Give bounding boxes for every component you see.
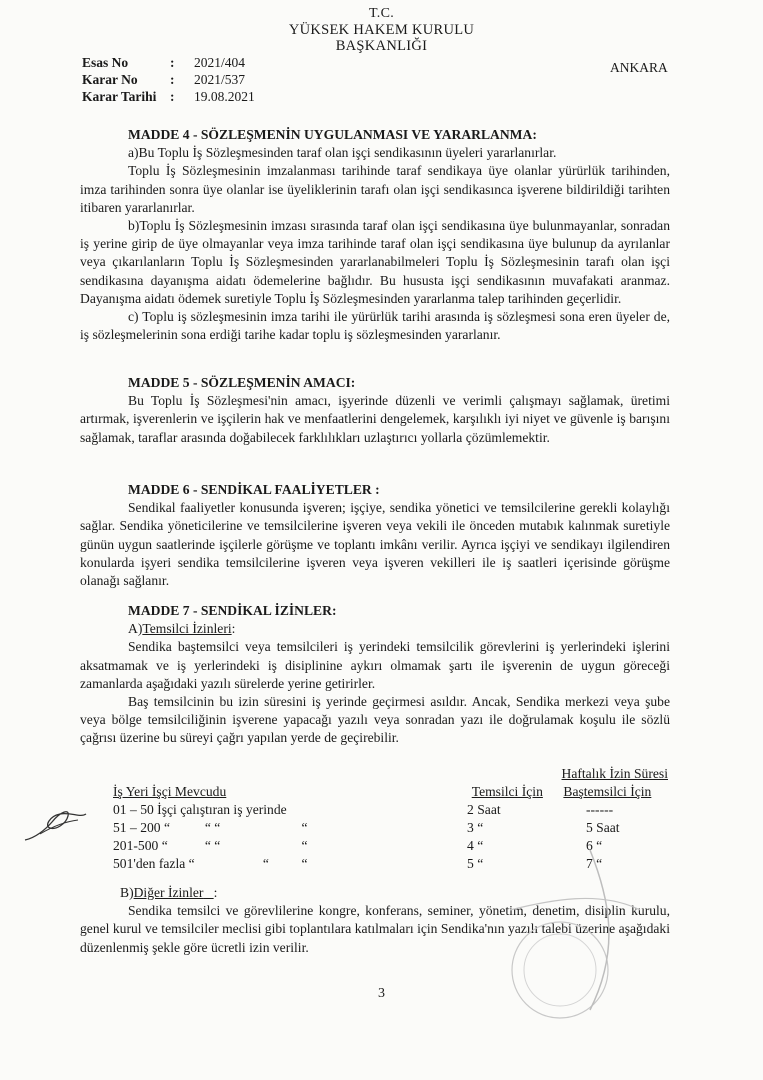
handwritten-initial-icon	[20, 800, 90, 850]
case-metadata	[82, 54, 255, 105]
karar-value: 2021/537	[194, 72, 246, 87]
faint-stamp-icon	[470, 840, 670, 1040]
article-4-para: a)Bu Toplu İş Sözleşmesinden taraf olan işçi sendikasının üyeleri yararlanırlar.	[128, 145, 557, 161]
article-4-heading: MADDE 4 - SÖZLEŞMENİN UYGULANMASI VE YARARLANMA:	[128, 127, 537, 142]
article-5-heading: MADDE 5 - SÖZLEŞMENİN AMACI:	[128, 375, 356, 390]
article-5	[80, 374, 670, 447]
header-institution: YÜKSEK HAKEM KURULU	[288, 22, 475, 38]
article-7-para: Baş temsilcinin bu izin süresini iş yerinde geçirmesi asıldır. Ancak, Sendika merkezi veya şube veya bölge temsilciliğinin işverene yapacağı yazılı veya sonradan yazı ile doğrulamak koşulu ile sözlü çağrısı üzerine bu süreyi çağrı yapılan yerde de geçirebilir.	[80, 694, 670, 746]
colon: :	[170, 55, 175, 70]
article-7-para: Sendika baştemsilci veya temsilcileri iş yerindeki temsilcilik görevlerini iş yerlerindeki işlerini aksatmamak ve iş yerlerindeki iş disiplinine aykırı olmamak şartı ile işverenin de uygun göreceği zamanlarda aşağıdaki yazılı sürelerde yerine getirirler.	[80, 639, 670, 691]
colon: :	[170, 72, 175, 87]
article-6-heading: MADDE 6 - SENDİKAL FAALİYETLER :	[128, 482, 380, 497]
colon: :	[170, 89, 175, 104]
article-7	[80, 602, 670, 748]
header-presidency: BAŞKANLIĞI	[335, 38, 428, 54]
tarih-value: 19.08.2021	[194, 89, 255, 104]
esas-label: Esas No	[82, 55, 129, 70]
article-7-heading: MADDE 7 - SENDİKAL İZİNLER:	[128, 603, 337, 618]
subsection-b-title: B)Diğer İzinler :	[120, 885, 218, 900]
tarih-label: Karar Tarihi	[82, 89, 157, 104]
table-row: 51 – 200 “ “ “ “ 3 “ 5 Saat	[113, 820, 620, 835]
table-row: 201-500 “ “ “ “ 4 “ 6 “	[113, 838, 603, 853]
subsection-b-para: Sendika temsilci ve görevlilerine kongre, konferans, seminer, yönetim, denetim, disiplin kurulu, genel kurul ve temsilciler meclisi gibi toplantılara katılmaları için Sendika'nın yazılı talebi üzerine aşağıdaki düzenlenmiş şekle göre ücretli izin verilir.	[80, 903, 670, 955]
karar-label: Karar No	[82, 72, 138, 87]
header-tc: T.C.	[368, 6, 395, 21]
col-header-workers: İş Yeri İşçi Mevcudu	[113, 784, 227, 799]
table-row: 501'den fazla “ “ “ 5 “ 7 “	[113, 856, 603, 871]
subsection-a-title: A)Temsilci İzinleri:	[128, 621, 236, 637]
article-4-para: b)Toplu İş Sözleşmesinin imzası sırasında taraf olan işçi sendikasına üye bulunmayanlar, sonradan iş yerine girip de üye olmayanlar veya imza tarihinde taraf olan işçi sendikasına üye bulunup da ayrılanlar veya çıkarılanların Toplu İş Sözleşmesinden yararlanabilmeleri Toplu İş Sözleşmesinin tarafı olan işçi sendikasına dayanışma aidatı ödemelerine bağlıdır. Bu hususta işçi sendikasının muvafakati aranmaz. Dayanışma aidatı ödemek suretiyle Toplu İş Sözleşmesinden yararlanma talep tarihinden geçerlidir.	[80, 218, 670, 306]
col-header-headrep: Baştemsilci İçin	[563, 784, 652, 799]
article-4-para: c) Toplu iş sözleşmesinin imza tarihi ile yürürlük tarihi arasında iş sözleşmesi sona eren üyeler de, iş sözleşmelerinin sona erdiği tarihe kadar toplu iş sözleşmesinden yararlanır.	[80, 309, 670, 343]
article-4-para: Toplu İş Sözleşmesinin imzalanması tarihinde taraf sendikaya üye olanlar yürürlük tarihinden, imza tarihinden sonra üye olanlar ise üyeliklerinin tarafı olan işçi sendikasınca işverene bildirildiği tarihten itibaren yararlanırlar.	[80, 163, 670, 215]
col-header-rep: Temsilci İçin	[471, 784, 543, 799]
article-6	[80, 481, 670, 590]
city: ANKARA	[610, 60, 668, 75]
page-number: 3	[378, 986, 385, 1001]
article-6-para: Sendikal faaliyetler konusunda işveren; işçiye, sendika yönetici ve temsilcilerine gerekli kolaylığı sağlar. Sendika yöneticilerine ve temsilcilerine işveren veya vekili ile önceden mutabık kalınmak suretiyle günün uygun saatlerinde işçilerle görüşme ve toplantı imkânı verilir. Ayrıca işçiyi ve sendikayı ilgilendiren konularda işyeri sendika temsilcilerine işveren veya işveren vekilleri ile iş saatleri içerisinde görüşme olanağı sağlanır.	[80, 500, 670, 589]
article-4	[80, 126, 670, 344]
table-row: 01 – 50 İşçi çalıştıran iş yerinde 2 Saat ------	[113, 802, 614, 817]
esas-value: 2021/404	[194, 55, 246, 70]
article-5-para: Bu Toplu İş Sözleşmesi'nin amacı, işyerinde düzenli ve verimli çalışmayı sağlamak, üretimi artırmak, işverenlerin ve işçilerin hak ve menfaatlerini dengelemek, karşılıklı iyi niyet ve güvenle iş barışını sağlamak, taraflar arasında doğabilecek farklılıkları uzlaştırıcı yollarla çözümlemektir.	[80, 393, 670, 445]
table-title: Haftalık İzin Süresi	[561, 766, 668, 781]
